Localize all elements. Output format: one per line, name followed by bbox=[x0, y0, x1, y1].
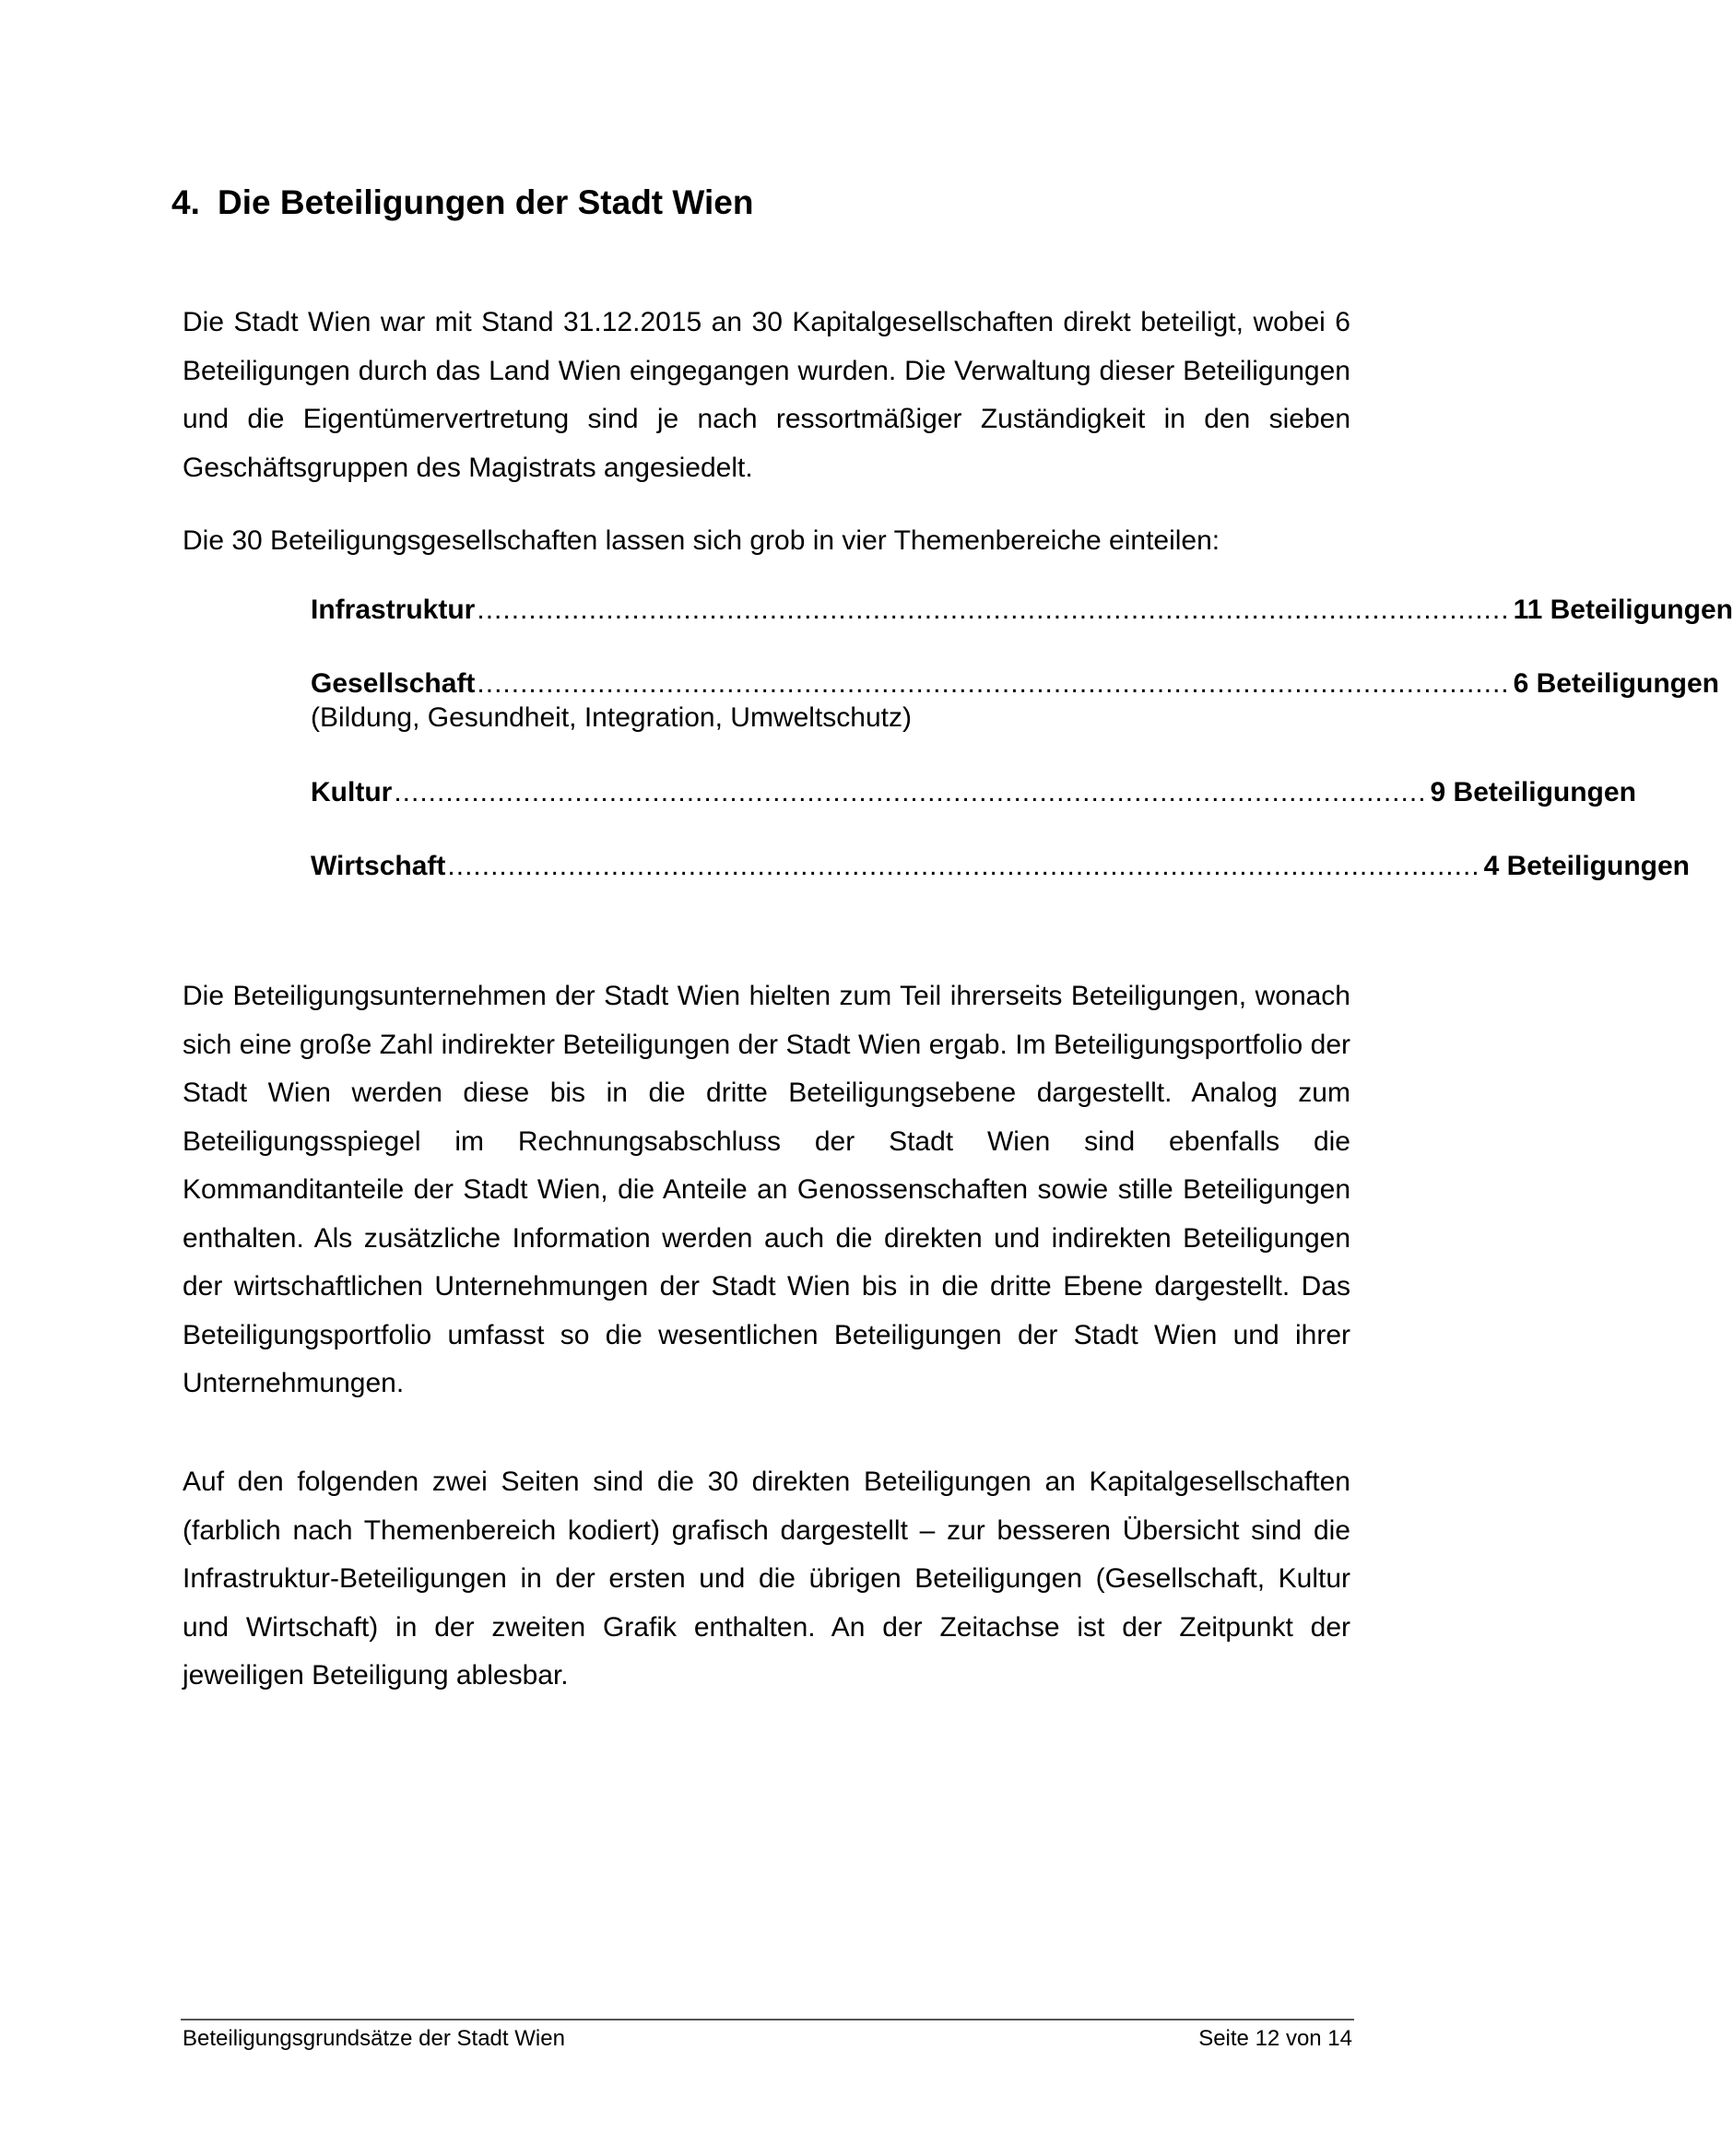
category-count: 11 Beteiligungen bbox=[1513, 595, 1733, 625]
category-name: Infrastruktur bbox=[311, 595, 476, 625]
dot-leader: ........................................................................................................................ bbox=[447, 851, 1480, 881]
category-name: Gesellschaft bbox=[311, 668, 476, 699]
category-subtitle: (Bildung, Gesundheit, Integration, Umweltschutz) bbox=[311, 702, 912, 733]
category-count: 4 Beteiligungen bbox=[1483, 851, 1690, 881]
category-item-infrastruktur bbox=[311, 592, 1733, 666]
dot-leader: ........................................................................................................................ bbox=[477, 668, 1510, 699]
dot-leader: ........................................................................................................................ bbox=[394, 777, 1427, 807]
category-count: 6 Beteiligungen bbox=[1513, 668, 1719, 699]
themes-intro-paragraph: Die 30 Beteiligungsgesellschaften lassen sich grob in vier Themenbereiche einteilen: bbox=[183, 525, 1220, 556]
footer-divider bbox=[181, 2019, 1354, 2021]
portfolio-paragraph: Die Beteiligungsunternehmen der Stadt Wien hielten zum Teil ihrerseits Beteiligungen, wonach sich eine große Zahl indirekter Beteiligungen der Stadt Wien ergab. Im Beteiligungsportfolio der Stadt Wien werden diese bis in die dritte Beteiligungsebene dargestellt. Analog zum Beteiligungsspiegel im Rechnungsabschluss der Stadt Wien sind ebenfalls die Kommanditanteile der Stadt Wien, die Anteile an Genossenschaften sowie stille Beteiligungen enthalten. Als zusätzliche Information werden auch die direkten und indirekten Beteiligungen der wirtschaftlichen Unternehmungen der Stadt Wien bis in die dritte Ebene dargestellt. Das Beteiligungsportfolio umfasst so die wesentlichen Beteiligungen der Stadt Wien und ihrer Unternehmungen. bbox=[183, 981, 1350, 1398]
category-item-gesellschaft bbox=[311, 666, 1719, 774]
category-item-wirtschaft bbox=[311, 848, 1690, 922]
footer-document-title: Beteiligungsgrundsätze der Stadt Wien bbox=[183, 2026, 565, 2051]
section-heading bbox=[171, 181, 753, 225]
intro-paragraph: Die Stadt Wien war mit Stand 31.12.2015 an 30 Kapitalgesellschaften direkt beteiligt, wobei 6 Beteiligungen durch das Land Wien eingegangen wurden. Die Verwaltung dieser Beteiligungen und die Eigentümervertretung sind je nach ressortmäßiger Zuständigkeit in den sieben Geschäftsgruppen des Magistrats angesiedelt. bbox=[183, 307, 1350, 483]
category-item-kultur bbox=[311, 774, 1636, 848]
section-number: 4. bbox=[171, 183, 200, 221]
graphics-paragraph: Auf den folgenden zwei Seiten sind die 30 direkten Beteiligungen an Kapitalgesellschaften (farblich nach Themenbereich kodiert) grafisch dargestellt – zur besseren Übersicht sind die Infrastruktur-Beteiligungen in der ersten und die übrigen Beteiligungen (Gesellschaft, Kultur und Wirtschaft) in der zweiten Grafik enthalten. An der Zeitachse ist der Zeitpunkt der jeweiligen Beteiligung ablesbar. bbox=[183, 1467, 1350, 1691]
section-title: Die Beteiligungen der Stadt Wien bbox=[218, 183, 754, 221]
category-list bbox=[311, 592, 1733, 922]
category-name: Kultur bbox=[311, 777, 393, 807]
category-count: 9 Beteiligungen bbox=[1430, 777, 1636, 807]
category-name: Wirtschaft bbox=[311, 851, 446, 881]
dot-leader: ........................................................................................................................ bbox=[477, 595, 1510, 625]
footer-page-number: Seite 12 von 14 bbox=[1198, 2026, 1352, 2051]
